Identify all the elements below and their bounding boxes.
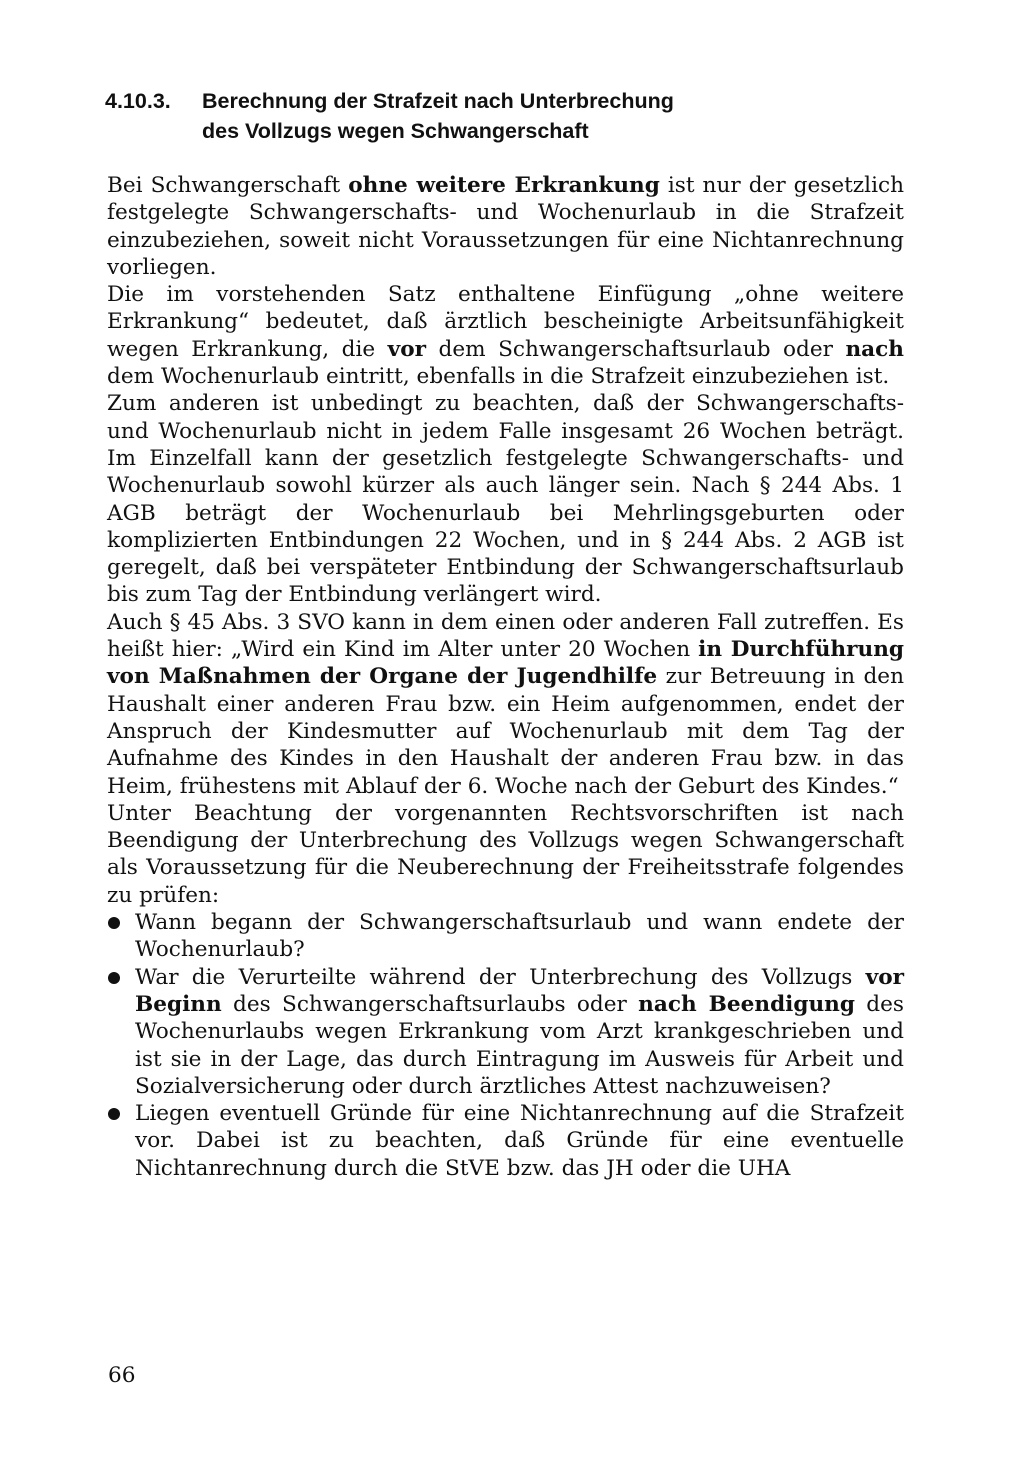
list-item-text: des Schwangerschaftsurlaubs oder xyxy=(221,991,639,1017)
paragraph-1-text: ist nur der gesetzlich festgelegte Schwangerschafts- und Wochenurlaub in die Strafzeit einzubeziehen, soweit nicht Voraussetzungen für eine Nichtanrechnung vorliegen. xyxy=(107,173,904,280)
section-number: 4.10.3. xyxy=(105,89,171,113)
list-item-text: des Wochenurlaubs wegen Erkrankung vom Arzt krankgeschrieben und ist sie in der Lage, das durch Eintragung im Ausweis für Arbeit und Sozialversicherung oder durch ärztliches Attest nachzuweisen? xyxy=(135,991,904,1099)
list-item-text: Wann begann der Schwangerschaftsurlaub und wann endete der Wochenurlaub? xyxy=(135,910,904,963)
paragraph-4 xyxy=(107,609,904,800)
bullet-icon xyxy=(108,972,120,984)
section-heading xyxy=(105,86,805,146)
paragraph-1-emphasis: ohne weitere Erkrankung xyxy=(348,173,660,198)
list-item-text: Liegen eventuell Gründe für eine Nichtanrechnung auf die Strafzeit vor. Dabei ist zu beachten, daß Gründe für eine eventuelle Nichtanrechnung durch die StVE bzw. das JH oder die UHA xyxy=(135,1101,904,1181)
paragraph-2-emphasis: nach xyxy=(845,336,905,362)
paragraph-2-emphasis: vor xyxy=(387,336,426,362)
list-item-emphasis: vor Beginn xyxy=(135,964,904,1017)
paragraph-2-text: Die im vorstehenden Satz enthaltene Einfügung „ohne weitere Erkrankung“ bedeutet, daß ärztlich bescheinigte Arbeitsunfähigkeit wegen Erkrankung, die xyxy=(107,282,904,362)
list-item xyxy=(107,909,904,964)
section-title-line-2: des Vollzugs wegen Schwangerschaft xyxy=(202,119,589,143)
checklist xyxy=(107,909,904,1182)
paragraph-5: Unter Beachtung der vorgenannten Rechtsvorschriften ist nach Beendigung der Unterbrechung des Vollzugs wegen Schwangerschaft als Voraussetzung für die Neuberechnung der Freiheitsstrafe folgendes zu prüfen: xyxy=(107,800,904,908)
bullet-icon xyxy=(108,1108,120,1120)
paragraph-2 xyxy=(107,281,904,390)
paragraph-4-text: Auch § 45 Abs. 3 SVO kann in dem einen oder anderen Fall zutreffen. Es heißt hier: „Wird ein Kind im Alter unter 20 Wochen xyxy=(107,609,904,663)
page-number: 66 xyxy=(108,1363,136,1388)
list-item xyxy=(107,1100,904,1182)
paragraph-3: Zum anderen ist unbedingt zu beachten, daß der Schwangerschafts- und Wochenurlaub nicht in jedem Falle insgesamt 26 Wochen beträgt. Im Einzelfall kann der gesetzlich festgelegte Schwangerschafts- und Wochenurlaub sowohl kürzer als auch länger sein. Nach § 244 Abs. 1 AGB beträgt der Wochenurlaub bei Mehrlingsgeburten oder komplizierten Entbindungen 22 Wochen, und in § 244 Abs. 2 AGB ist geregelt, daß bei verspäteter Entbindung der Schwangerschaftsurlaub bis zum Tag der Entbindung verlängert wird. xyxy=(107,391,904,608)
paragraph-2-text: dem Schwangerschaftsurlaub oder xyxy=(426,336,846,362)
list-item-emphasis: nach Beendigung xyxy=(638,991,855,1017)
body-text xyxy=(107,172,904,1182)
section-title-line-1: Berechnung der Strafzeit nach Unterbrechung xyxy=(202,89,674,113)
paragraph-4-text: zur Betreuung in den Haushalt einer anderen Frau bzw. ein Heim aufgenommen, endet der Anspruch der Kindesmutter auf Wochenurlaub mit dem Tag der Aufnahme des Kindes in den Haushalt der anderen Frau bzw. in das Heim, frühestens mit Ablauf der 6. Woche nach der Geburt des Kindes.“ xyxy=(107,664,904,799)
bullet-icon xyxy=(108,917,120,929)
paragraph-2-text: dem Wochenurlaub eintritt, ebenfalls in die Strafzeit einzubeziehen ist. xyxy=(107,364,890,390)
paragraph-1-text: Bei Schwangerschaft xyxy=(107,173,349,198)
paragraph-1 xyxy=(107,172,904,281)
list-item-text: War die Verurteilte während der Unterbrechung des Vollzugs xyxy=(135,964,866,990)
list-item xyxy=(107,964,904,1100)
paragraph-4-emphasis: in Durchführung von Maßnahmen der Organe der Jugendhilfe xyxy=(107,637,904,690)
